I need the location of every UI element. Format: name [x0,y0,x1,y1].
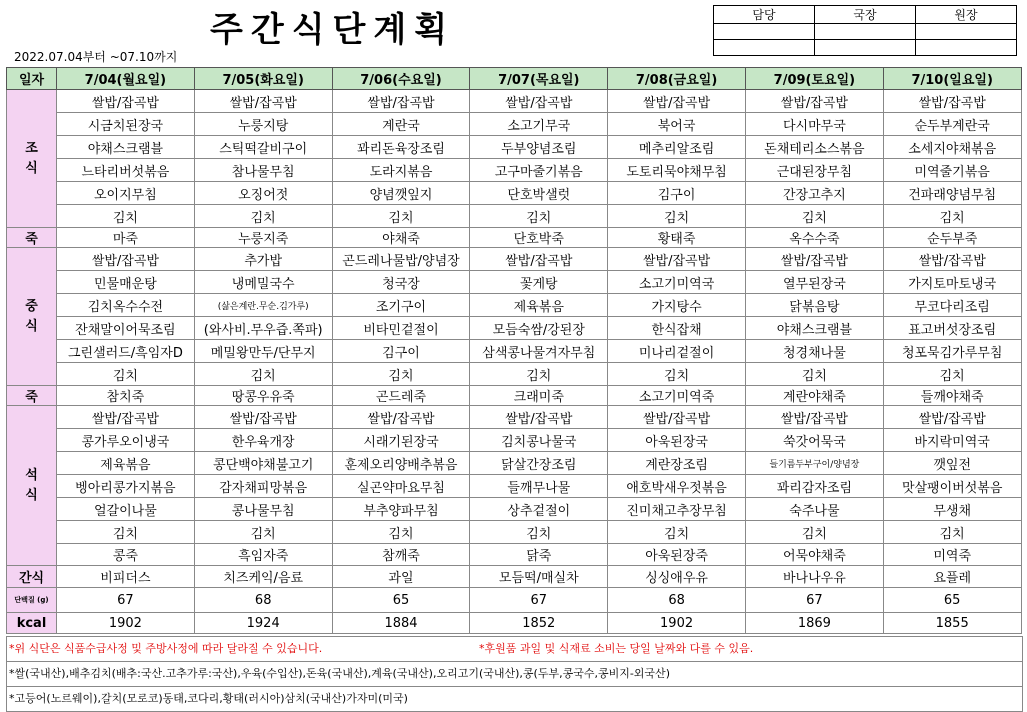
menu-cell: 꽈리감자조림 [745,475,883,498]
menu-cell: 양념깻잎지 [332,182,470,205]
menu-cell: 곤드레나물밥/양념장 [332,248,470,271]
menu-cell: 애호박새우젓볶음 [608,475,746,498]
menu-cell: 모듬떡/매실차 [470,566,608,588]
menu-cell: 표고버섯장조림 [883,317,1021,340]
day-header: 7/05(화요일) [194,68,332,90]
porridge-row-2 [7,386,1022,406]
menu-cell: 스틱떡갈비구이 [194,136,332,159]
approval-sign-head[interactable] [916,24,1017,40]
menu-cell: 간장고추지 [745,182,883,205]
protein-value: 65 [332,588,470,613]
menu-cell: 김구이 [332,340,470,363]
menu-cell: 김치 [745,205,883,228]
note-origin-2: *고등어(노르웨이),갈치(모로코)동태,코다리,황태(러시아)삼치(국내산)가자미(미국) [7,686,1022,711]
kcal-value: 1924 [194,613,332,634]
menu-cell: 미나리겉절이 [608,340,746,363]
menu-cell: 김치 [470,363,608,386]
menu-cell: 돈채테리소스볶음 [745,136,883,159]
menu-cell: 단호박샐럿 [470,182,608,205]
menu-cell: 실곤약마요무침 [332,475,470,498]
day-header: 7/07(목요일) [470,68,608,90]
menu-cell: 건파래양념무침 [883,182,1021,205]
menu-cell: 무코다리조림 [883,294,1021,317]
menu-cell: 메밀왕만두/단무지 [194,340,332,363]
breakfast-label: 조식 [7,90,57,228]
menu-cell: 쌀밥/잡곡밥 [745,90,883,113]
page-title: 주간식단계획 [210,10,456,50]
menu-cell: 도라지볶음 [332,159,470,182]
menu-cell: 그린샐러드/흑임자D [57,340,195,363]
menu-cell: 얼갈이나물 [57,498,195,521]
dinner-row [7,429,1022,452]
menu-cell: 추가밥 [194,248,332,271]
menu-cell: 감자채피망볶음 [194,475,332,498]
menu-cell: 콩나물무침 [194,498,332,521]
menu-cell: 김치 [194,205,332,228]
snack-label: 간식 [7,566,57,588]
menu-cell: 가지토마토냉국 [883,271,1021,294]
menu-cell: 쌀밥/잡곡밥 [608,90,746,113]
menu-cell: 김치 [470,521,608,544]
date-range: 2022.07.04부터 ~07.10까지 [14,50,178,64]
dinner-row [7,452,1022,475]
menu-cell: 야채죽 [332,228,470,248]
menu-cell: 누룽지탕 [194,113,332,136]
menu-cell: 한식잡채 [608,317,746,340]
menu-cell: 콩죽 [57,544,195,566]
snack-row [7,566,1022,588]
menu-cell: 김치콩나물국 [470,429,608,452]
menu-cell: 쌀밥/잡곡밥 [608,406,746,429]
menu-cell: 쌀밥/잡곡밥 [57,90,195,113]
dinner-row [7,521,1022,544]
menu-cell: 무생채 [883,498,1021,521]
menu-cell: 메추리알조림 [608,136,746,159]
note-donation: *후원품 과일 및 식재료 소비는 당일 날짜와 다를 수 있음. [479,642,754,655]
menu-cell: 모듬숙쌈/강된장 [470,317,608,340]
menu-cell: 쌀밥/잡곡밥 [883,90,1021,113]
dinner-row [7,475,1022,498]
menu-cell: 청포묵김가루무침 [883,340,1021,363]
menu-cell: 들깨무나물 [470,475,608,498]
menu-cell: 부추양파무침 [332,498,470,521]
menu-cell: 꽃게탕 [470,271,608,294]
protein-row [7,588,1022,613]
dinner-section [7,406,1022,566]
menu-cell: 꽈리돈육장조림 [332,136,470,159]
breakfast-row [7,113,1022,136]
approval-box [713,5,1017,56]
day-header: 7/10(일요일) [883,68,1021,90]
menu-cell: 청국장 [332,271,470,294]
menu-cell: 김치옥수수전 [57,294,195,317]
kcal-value: 1852 [470,613,608,634]
menu-cell: 아욱된장국 [608,429,746,452]
notes-line-1 [7,636,1022,661]
note-supply: *위 식단은 식품수급사정 및 주방사정에 따라 달라질 수 있습니다. [9,642,323,655]
menu-cell: 한우육개장 [194,429,332,452]
menu-cell: 냉메밀국수 [194,271,332,294]
menu-cell: 계란국 [332,113,470,136]
lunch-row [7,340,1022,363]
lunch-row [7,294,1022,317]
menu-cell: 소세지야채볶음 [883,136,1021,159]
approval-sign-director-2[interactable] [815,40,916,56]
menu-cell: 야채스크램블 [745,317,883,340]
menu-cell: 제육볶음 [57,452,195,475]
lunch-row [7,271,1022,294]
protein-value: 67 [745,588,883,613]
menu-cell: 오이지무침 [57,182,195,205]
menu-cell: 쌀밥/잡곡밥 [332,406,470,429]
lunch-section [7,248,1022,386]
approval-label-staff: 담당 [714,6,815,24]
menu-cell: 민물매운탕 [57,271,195,294]
menu-cell: 쌀밥/잡곡밥 [608,248,746,271]
breakfast-row [7,90,1022,113]
menu-cell: 쌀밥/잡곡밥 [194,406,332,429]
kcal-value: 1902 [608,613,746,634]
menu-cell: 소고기미역죽 [608,386,746,406]
breakfast-row [7,136,1022,159]
menu-cell: 김치 [883,363,1021,386]
menu-cell: 참깨죽 [332,544,470,566]
menu-cell: 닭볶음탕 [745,294,883,317]
menu-cell: 쌀밥/잡곡밥 [470,406,608,429]
breakfast-section [7,90,1022,228]
protein-value: 67 [470,588,608,613]
menu-cell: 고구마줄기볶음 [470,159,608,182]
menu-cell: 들깨야채죽 [883,386,1021,406]
menu-cell: 김치 [194,521,332,544]
menu-cell: 단호박죽 [470,228,608,248]
menu-cell: 쌀밥/잡곡밥 [745,406,883,429]
menu-cell: 치즈케익/음료 [194,566,332,588]
menu-table [6,67,1022,634]
protein-value: 67 [57,588,195,613]
menu-cell: 순두부계란국 [883,113,1021,136]
menu-cell: 계란장조림 [608,452,746,475]
menu-cell: 참나물무침 [194,159,332,182]
menu-cell: 요플레 [883,566,1021,588]
menu-cell: 쌀밥/잡곡밥 [57,248,195,271]
menu-cell: 시래기된장국 [332,429,470,452]
porridge-label: 죽 [7,386,57,406]
menu-cell: 두부양념조림 [470,136,608,159]
menu-cell: 김치 [745,521,883,544]
protein-label: 단백질 (g) [14,595,49,604]
menu-cell: 콩단백야채불고기 [194,452,332,475]
menu-cell: 김치 [883,205,1021,228]
menu-cell: 가지탕수 [608,294,746,317]
breakfast-row [7,159,1022,182]
kcal-row [7,613,1022,634]
menu-cell: 김치 [745,363,883,386]
menu-cell: 진미채고추장무침 [608,498,746,521]
approval-sign-staff[interactable] [714,24,815,40]
kcal-label: kcal [7,613,57,634]
menu-cell: 김구이 [608,182,746,205]
menu-cell: 콩가루오이냉국 [57,429,195,452]
menu-cell: 과일 [332,566,470,588]
menu-cell: 미역죽 [883,544,1021,566]
menu-cell: 옥수수죽 [745,228,883,248]
date-label: 일자 [7,68,57,90]
menu-cell: 들기름두부구이/양념장 [745,452,883,475]
menu-cell: 김치 [57,205,195,228]
menu-cell: 쌀밥/잡곡밥 [332,90,470,113]
header-row [7,68,1022,90]
protein-value: 68 [194,588,332,613]
approval-sign-staff-2[interactable] [714,40,815,56]
menu-cell: 맛살팽이버섯볶음 [883,475,1021,498]
menu-cell: 순두부죽 [883,228,1021,248]
porridge-row-1 [7,228,1022,248]
menu-cell: 훈제오리양배추볶음 [332,452,470,475]
approval-sign-director[interactable] [815,24,916,40]
menu-cell: 참치죽 [57,386,195,406]
menu-cell: 황태죽 [608,228,746,248]
menu-cell: 크래미죽 [470,386,608,406]
menu-cell: 김치 [332,363,470,386]
porridge-row-3 [7,544,1022,566]
menu-cell: 닭살간장조림 [470,452,608,475]
lunch-row [7,317,1022,340]
menu-cell: 쌀밥/잡곡밥 [470,248,608,271]
menu-cell: 김치 [883,521,1021,544]
menu-cell: 삼색콩나물겨자무침 [470,340,608,363]
day-header: 7/08(금요일) [608,68,746,90]
protein-value: 65 [883,588,1021,613]
dinner-row [7,406,1022,429]
dinner-label: 석식 [7,406,57,566]
menu-cell: 쌀밥/잡곡밥 [745,248,883,271]
menu-cell: 누룽지죽 [194,228,332,248]
menu-cell: 싱싱애우유 [608,566,746,588]
kcal-value: 1884 [332,613,470,634]
menu-cell: 열무된장국 [745,271,883,294]
dinner-row [7,498,1022,521]
menu-cell: 쌀밥/잡곡밥 [57,406,195,429]
note-origin-1: *쌀(국내산),배추김치(배추:국산.고추가루:국산),우육(수입산),돈육(국내산),계육(국내산),오리고기(국내산),콩(두부,콩국수,콩비지-외국산) [7,661,1022,686]
breakfast-row [7,182,1022,205]
menu-cell: 깻잎전 [883,452,1021,475]
day-header: 7/09(토요일) [745,68,883,90]
menu-cell: 아욱된장죽 [608,544,746,566]
day-header: 7/04(월요일) [57,68,195,90]
menu-cell: 야채스크램블 [57,136,195,159]
menu-cell: 상추겉절이 [470,498,608,521]
menu-cell: 제육볶음 [470,294,608,317]
menu-cell: 바나나우유 [745,566,883,588]
approval-label-director: 국장 [815,6,916,24]
kcal-value: 1869 [745,613,883,634]
menu-cell: 김치 [332,205,470,228]
menu-cell: 벵아리콩가지볶음 [57,475,195,498]
menu-cell: 쌀밥/잡곡밥 [883,248,1021,271]
menu-cell: 김치 [332,521,470,544]
approval-label-head: 원장 [916,6,1017,24]
menu-cell: 비타민겉절이 [332,317,470,340]
menu-cell: 소고기미역국 [608,271,746,294]
menu-cell: 청경채나물 [745,340,883,363]
menu-cell: 김치 [194,363,332,386]
day-header: 7/06(수요일) [332,68,470,90]
menu-cell: 김치 [608,205,746,228]
menu-cell: 곤드레죽 [332,386,470,406]
menu-cell: 쌀밥/잡곡밥 [194,90,332,113]
breakfast-row [7,205,1022,228]
menu-cell: 쌀밥/잡곡밥 [470,90,608,113]
menu-cell: 숙주나물 [745,498,883,521]
menu-cell: (삶은계란.무순.김가루) [194,294,332,317]
kcal-value: 1902 [57,613,195,634]
menu-cell: 시금치된장국 [57,113,195,136]
notes [6,636,1023,712]
protein-value: 68 [608,588,746,613]
menu-cell: 다시마무국 [745,113,883,136]
menu-cell: 잔채말이어묵조림 [57,317,195,340]
menu-cell: 김치 [470,205,608,228]
menu-cell: 마죽 [57,228,195,248]
menu-cell: 계란야채죽 [745,386,883,406]
menu-cell: 김치 [608,521,746,544]
kcal-value: 1855 [883,613,1021,634]
menu-cell: 미역줄기볶음 [883,159,1021,182]
menu-cell: 북어국 [608,113,746,136]
menu-cell: 김치 [608,363,746,386]
menu-cell: 바지락미역국 [883,429,1021,452]
menu-cell: 흑임자죽 [194,544,332,566]
menu-cell: 어묵야채죽 [745,544,883,566]
menu-cell: 느타리버섯볶음 [57,159,195,182]
lunch-row [7,248,1022,271]
menu-cell: 오징어젓 [194,182,332,205]
lunch-row [7,363,1022,386]
menu-cell: 쌀밥/잡곡밥 [883,406,1021,429]
menu-cell: 도토리묵야채무침 [608,159,746,182]
menu-cell: 김치 [57,363,195,386]
menu-cell: 닭죽 [470,544,608,566]
menu-cell: 땅콩우유죽 [194,386,332,406]
menu-cell: 김치 [57,521,195,544]
menu-cell: 쑥갓어묵국 [745,429,883,452]
lunch-label: 중식 [7,248,57,386]
approval-sign-head-2[interactable] [916,40,1017,56]
menu-cell: 비피더스 [57,566,195,588]
menu-cell: (와사비.무우즙.쪽파) [194,317,332,340]
menu-cell: 조기구이 [332,294,470,317]
porridge-label: 죽 [7,228,57,248]
menu-cell: 근대된장무침 [745,159,883,182]
menu-cell: 소고기무국 [470,113,608,136]
